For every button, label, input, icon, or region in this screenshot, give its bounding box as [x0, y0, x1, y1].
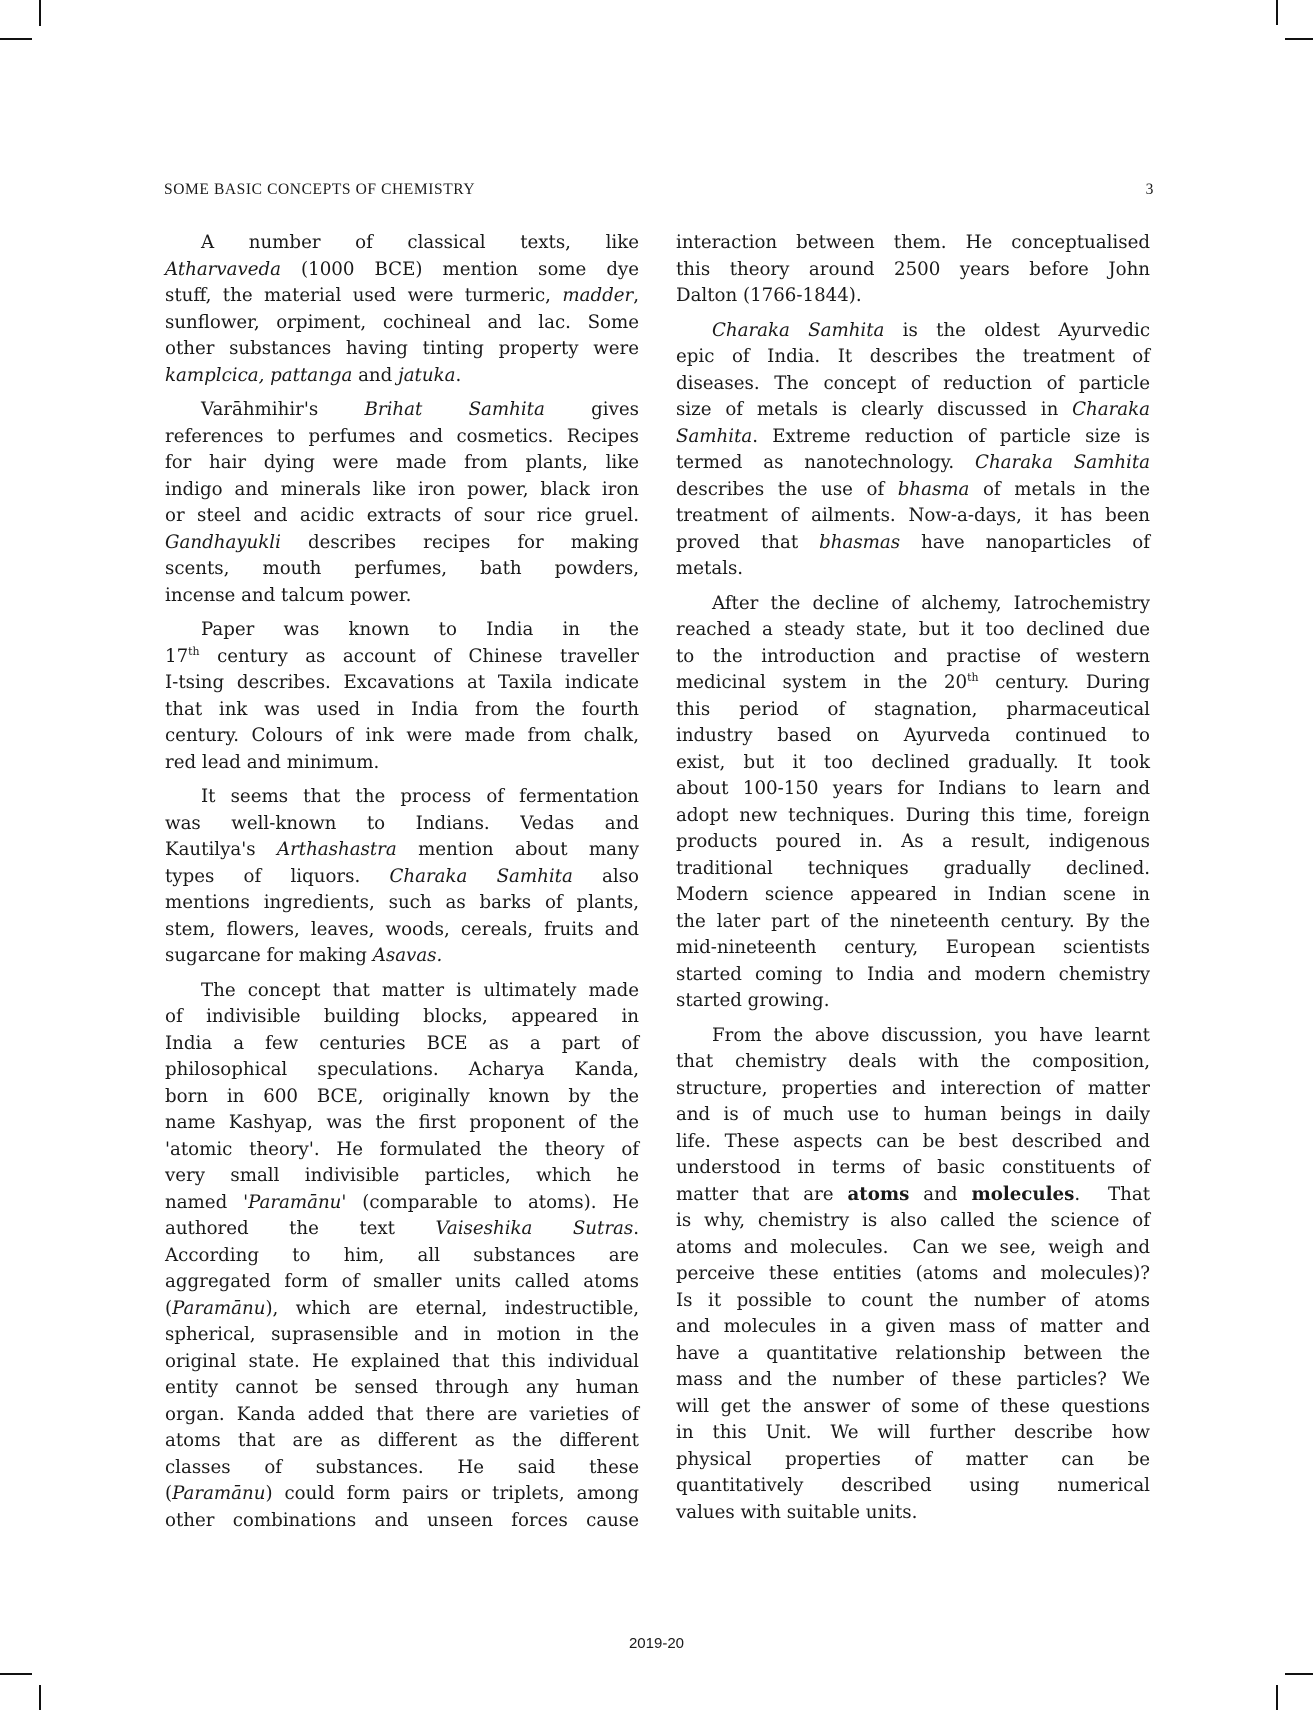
text-line	[676, 1288, 1150, 1315]
text-line	[676, 1129, 1150, 1156]
text-run: have nanoparticles of	[900, 531, 1150, 553]
text-run: mass and the number of these particles? We	[676, 1369, 1150, 1390]
italic-text: bhasmas	[819, 531, 901, 553]
text-run: treatment of ailments. Now-a-days, it has been	[676, 505, 1150, 526]
italic-text: Charaka	[1072, 399, 1150, 420]
text-run: in this Unit. We will further describe how	[676, 1422, 1150, 1443]
text-run: other combinations and unseen forces cause	[165, 1509, 639, 1531]
text-line	[165, 1216, 639, 1243]
text-run: products poured in. As a result, indigenous	[676, 831, 1150, 852]
paragraph	[165, 978, 639, 1535]
text-run: started coming to India and modern chemistry	[676, 963, 1150, 985]
text-run: .	[455, 364, 462, 386]
text-line	[165, 1243, 639, 1270]
text-run: century. During	[978, 672, 1150, 693]
text-run: of indivisible building blocks, appeared in	[165, 1006, 639, 1027]
text-run: industry based on Ayurveda continued to	[676, 725, 1150, 746]
text-run: that ink was used in India from the fourth	[165, 698, 639, 720]
text-line	[165, 1110, 639, 1137]
text-run: matter that are	[676, 1183, 848, 1205]
text-run: termed as nanotechnology.	[676, 452, 976, 473]
text-run: that chemistry deals with the composition,	[676, 1051, 1150, 1072]
text-line	[165, 556, 639, 583]
text-run: of metals in the	[969, 478, 1151, 500]
text-run: to the introduction and practise of western	[676, 645, 1150, 667]
crop-mark-bottom-right-vertical	[1276, 1685, 1278, 1710]
text-run: entity cannot be sensed through any human	[165, 1377, 639, 1398]
text-run: life. These aspects can be best described and	[676, 1130, 1150, 1152]
text-run: quantitatively described using numerical	[676, 1475, 1150, 1496]
text-line	[165, 1031, 639, 1058]
text-run: Varāhmihir's	[201, 399, 365, 420]
italic-text: kamplcica, pattanga	[165, 364, 353, 386]
paragraph	[165, 617, 639, 776]
text-line	[676, 1049, 1150, 1076]
text-line	[165, 1481, 639, 1508]
text-line	[676, 257, 1150, 284]
crop-mark-bottom-left-vertical	[39, 1685, 41, 1710]
text-run: and molecules in a given mass of matter and	[676, 1316, 1150, 1337]
text-run: Modern science appeared in Indian scene in	[676, 884, 1150, 905]
text-line	[165, 1322, 639, 1349]
text-line	[676, 1208, 1150, 1235]
text-run: gives	[544, 399, 639, 420]
text-run: aggregated form of smaller units called atoms	[165, 1271, 639, 1292]
text-run: have a quantitative relationship between the	[676, 1342, 1150, 1364]
text-line	[165, 978, 639, 1005]
text-run: is the oldest Ayurvedic	[884, 319, 1151, 341]
text-line	[676, 1500, 1150, 1527]
text-run: describes recipes for making	[280, 531, 639, 553]
text-run: this period of stagnation, pharmaceutical	[676, 698, 1150, 720]
text-run: diseases. The concept of reduction of particle	[676, 372, 1150, 394]
text-run: philosophical speculations. Acharya Kanda,	[165, 1059, 639, 1080]
text-run: The concept that matter is ultimately made	[201, 979, 639, 1001]
text-line	[165, 943, 639, 970]
text-run: also	[572, 865, 639, 887]
text-line	[165, 750, 639, 777]
italic-text: Asavas.	[372, 945, 443, 966]
text-run: 17	[165, 645, 189, 667]
text-line	[165, 890, 639, 917]
text-line	[676, 1023, 1150, 1050]
text-run: references to perfumes and cosmetics. Recipes	[165, 425, 639, 447]
text-line	[676, 1314, 1150, 1341]
italic-text: Vaiseshika Sutras	[435, 1218, 634, 1239]
text-line	[676, 882, 1150, 909]
text-run: ), which are eternal, indestructible,	[265, 1297, 639, 1319]
text-run: values with suitable units.	[676, 1501, 918, 1523]
text-line	[676, 503, 1150, 530]
text-run: physical properties of matter can be	[676, 1448, 1150, 1470]
text-line	[676, 477, 1150, 504]
text-run: describes the use of	[676, 478, 898, 500]
paragraph	[676, 591, 1150, 1015]
running-title: SOME BASIC CONCEPTS OF CHEMISTRY	[164, 181, 476, 198]
text-run: Is it possible to count the number of atoms	[676, 1289, 1150, 1311]
text-line	[676, 697, 1150, 724]
text-run: types of liquors.	[165, 865, 390, 887]
italic-text: Charaka Samhita	[389, 865, 573, 887]
superscript: th	[188, 644, 200, 658]
text-run: red lead and minimum.	[165, 751, 380, 773]
text-run: name Kashyap, was the first proponent of the	[165, 1112, 639, 1133]
text-line	[165, 1402, 639, 1429]
text-line	[676, 318, 1150, 345]
text-run: mention about many	[396, 839, 639, 860]
crop-mark-bottom-right-horizontal	[1285, 1673, 1313, 1675]
text-run: for hair dying were made from plants, like	[165, 452, 639, 473]
text-line	[676, 450, 1150, 477]
text-line	[165, 1508, 639, 1535]
text-line	[676, 591, 1150, 618]
text-run: structure, properties and interection of matter	[676, 1077, 1150, 1099]
text-run: perceive these entities (atoms and molecules)?	[676, 1263, 1150, 1284]
text-run: ,	[633, 285, 639, 306]
paragraph	[165, 397, 639, 609]
paragraph	[676, 318, 1150, 583]
text-line	[676, 424, 1150, 451]
text-run: born in 600 BCE, originally known by the	[165, 1085, 639, 1107]
text-line	[165, 503, 639, 530]
crop-mark-top-right-vertical	[1276, 0, 1278, 25]
text-run: incense and talcum power.	[165, 584, 412, 606]
text-run: Dalton (1766-1844).	[676, 285, 862, 306]
text-line	[165, 864, 639, 891]
text-line	[165, 1137, 639, 1164]
text-line	[165, 1455, 639, 1482]
italic-text: Paramānu	[248, 1191, 342, 1213]
text-run: other substances having tinting property were	[165, 338, 639, 359]
text-run: Paper was known to India in the	[201, 619, 639, 640]
text-run: According to him, all substances are	[165, 1244, 639, 1266]
text-line	[165, 583, 639, 610]
right-column	[676, 230, 1150, 1534]
text-run: . That	[1074, 1183, 1151, 1205]
footer-year: 2019-20	[628, 1635, 685, 1652]
text-line	[165, 424, 639, 451]
text-run: original state. He explained that this individual	[165, 1350, 639, 1372]
italic-text: Paramānu	[172, 1483, 266, 1504]
text-run: medicinal system in the 20	[676, 672, 968, 693]
italic-text: Paramānu	[172, 1297, 266, 1319]
text-line	[676, 776, 1150, 803]
text-line	[676, 1420, 1150, 1447]
crop-mark-top-left-horizontal	[0, 38, 32, 40]
text-line	[676, 397, 1150, 424]
text-run: stuff, the material used were turmeric,	[165, 285, 563, 306]
text-run: and	[909, 1183, 972, 1205]
crop-mark-bottom-left-horizontal	[0, 1673, 32, 1675]
text-line	[165, 811, 639, 838]
text-line	[165, 450, 639, 477]
text-line	[676, 283, 1150, 310]
text-line	[676, 371, 1150, 398]
text-line	[165, 1269, 639, 1296]
text-run: After the decline of alchemy, Iatrochemistry	[712, 592, 1150, 614]
text-line	[676, 230, 1150, 257]
bold-text: atoms	[847, 1183, 910, 1205]
text-line	[676, 1102, 1150, 1129]
text-run: reached a steady state, but it too declined due	[676, 619, 1150, 640]
text-line	[676, 1155, 1150, 1182]
text-run: named '	[165, 1191, 249, 1213]
text-run: traditional techniques gradually declined.	[676, 857, 1150, 879]
text-run: I-tsing describes. Excavations at Taxila indicate	[165, 672, 639, 693]
text-run: or steel and acidic extracts of sour rice gruel.	[165, 505, 639, 526]
left-column	[165, 230, 639, 1542]
text-line	[165, 670, 639, 697]
italic-text: Arthashastra	[276, 839, 397, 860]
text-line	[676, 1394, 1150, 1421]
text-run: atoms that are as different as the different	[165, 1430, 639, 1451]
text-line	[165, 617, 639, 644]
text-line	[676, 909, 1150, 936]
text-line	[165, 1163, 639, 1190]
text-line	[676, 988, 1150, 1015]
text-line	[676, 1367, 1150, 1394]
text-run: exist, but it too declined gradually. It took	[676, 751, 1150, 773]
text-line	[676, 556, 1150, 583]
crop-mark-top-right-horizontal	[1285, 38, 1313, 40]
text-line	[676, 1182, 1150, 1209]
text-line	[165, 530, 639, 557]
italic-text: madder	[562, 285, 634, 306]
text-run: (1000 BCE) mention some dye	[281, 258, 639, 280]
text-run: proved that	[676, 531, 820, 553]
text-line	[676, 1076, 1150, 1103]
text-run: It seems that the process of fermentation	[201, 786, 639, 807]
text-run: ) could form pairs or triplets, among	[265, 1483, 639, 1504]
italic-text: Atharvaveda	[165, 258, 282, 280]
text-line	[676, 856, 1150, 883]
superscript: th	[967, 670, 979, 684]
italic-text: Charaka Samhita	[975, 452, 1150, 473]
italic-text: Samhita	[676, 425, 753, 447]
text-line	[165, 1349, 639, 1376]
text-line	[165, 230, 639, 257]
text-run: was well-known to Indians. Vedas and	[165, 812, 639, 834]
text-line	[165, 1190, 639, 1217]
text-line	[676, 750, 1150, 777]
italic-text: Brihat Samhita	[364, 399, 545, 420]
text-line	[676, 1261, 1150, 1288]
text-line	[165, 644, 639, 671]
text-line	[676, 829, 1150, 856]
text-line	[676, 962, 1150, 989]
text-line	[676, 723, 1150, 750]
text-run: size of metals is clearly discussed in	[676, 399, 1073, 420]
text-run: From the above discussion, you have learnt	[712, 1024, 1150, 1046]
text-run: very small indivisible particles, which he	[165, 1165, 639, 1186]
text-run: the later part of the nineteenth century. By the	[676, 910, 1150, 932]
text-line	[676, 1447, 1150, 1474]
text-line	[165, 917, 639, 944]
text-line	[165, 1004, 639, 1031]
text-line	[165, 697, 639, 724]
text-run: mentions ingredients, such as barks of plants,	[165, 892, 639, 913]
paragraph	[676, 230, 1150, 310]
text-line	[165, 283, 639, 310]
text-run: scents, mouth perfumes, bath powders,	[165, 558, 639, 579]
text-run: . Extreme reduction of particle size is	[752, 425, 1150, 447]
text-run: sunflower, orpiment, cochineal and lac. Some	[165, 311, 639, 333]
text-line	[165, 723, 639, 750]
text-run: is why, chemistry is also called the science of	[676, 1210, 1150, 1231]
text-line	[165, 837, 639, 864]
text-run: organ. Kanda added that there are varieties of	[165, 1403, 639, 1425]
text-line	[676, 935, 1150, 962]
text-line	[165, 1428, 639, 1455]
text-run: adopt new techniques. During this time, foreign	[676, 804, 1150, 826]
text-line	[165, 310, 639, 337]
text-line	[165, 397, 639, 424]
text-run: will get the answer of some of these questions	[676, 1395, 1150, 1417]
text-run: ' (comparable to atoms). He	[341, 1191, 639, 1213]
text-run: atoms and molecules. Can we see, weigh and	[676, 1236, 1150, 1258]
text-line	[676, 617, 1150, 644]
italic-text: Gandhayukli	[165, 531, 281, 553]
text-run: about 100-150 years for Indians to learn and	[676, 778, 1150, 799]
text-run: (	[165, 1483, 173, 1504]
text-line	[676, 344, 1150, 371]
text-run: interaction between them. He conceptualised	[676, 232, 1150, 253]
text-run: century. Colours of ink were made from chalk,	[165, 725, 639, 746]
text-run: started growing.	[676, 990, 830, 1011]
bold-text: molecules	[971, 1183, 1075, 1205]
text-line	[676, 1235, 1150, 1262]
text-run: epic of India. It describes the treatment of	[676, 346, 1150, 367]
text-line	[165, 363, 639, 390]
text-run: and	[352, 364, 399, 386]
text-line	[676, 1473, 1150, 1500]
text-line	[165, 1375, 639, 1402]
italic-text: bhasma	[897, 478, 970, 500]
text-line	[165, 257, 639, 284]
text-line	[165, 477, 639, 504]
text-run: spherical, suprasensible and in motion in the	[165, 1324, 639, 1345]
text-run: A number of classical texts, like	[201, 232, 639, 253]
text-line	[676, 644, 1150, 671]
page-number: 3	[1145, 181, 1154, 198]
text-run: .	[633, 1218, 639, 1239]
text-run: (	[165, 1297, 173, 1319]
text-run: authored the text	[165, 1218, 436, 1239]
text-line	[165, 1084, 639, 1111]
text-line	[165, 336, 639, 363]
text-run: India a few centuries BCE as a part of	[165, 1032, 639, 1054]
text-run: indigo and minerals like iron power, black iron	[165, 478, 639, 500]
text-line	[676, 803, 1150, 830]
text-line	[676, 1341, 1150, 1368]
text-line	[165, 784, 639, 811]
text-run: stem, flowers, leaves, woods, cereals, fruits and	[165, 918, 639, 940]
text-line	[165, 1057, 639, 1084]
text-run: sugarcane for making	[165, 945, 373, 966]
text-run: Kautilya's	[165, 839, 277, 860]
text-run: century as account of Chinese traveller	[199, 645, 639, 667]
text-run: understood in terms of basic constituents of	[676, 1157, 1150, 1178]
paragraph	[165, 230, 639, 389]
text-line	[676, 530, 1150, 557]
text-run: mid-nineteenth century, European scientists	[676, 937, 1150, 958]
text-line	[165, 1296, 639, 1323]
text-run: and is of much use to human beings in daily	[676, 1104, 1150, 1125]
text-run: 'atomic theory'. He formulated the theory of	[165, 1138, 639, 1160]
text-run: this theory around 2500 years before John	[676, 258, 1150, 280]
italic-text: jatuka	[398, 364, 456, 386]
text-run: classes of substances. He said these	[165, 1456, 639, 1478]
text-run: metals.	[676, 558, 744, 579]
paragraph	[165, 784, 639, 970]
italic-text: Charaka Samhita	[712, 319, 885, 341]
paragraph	[676, 1023, 1150, 1527]
text-line	[676, 670, 1150, 697]
crop-mark-top-left-vertical	[39, 0, 41, 26]
